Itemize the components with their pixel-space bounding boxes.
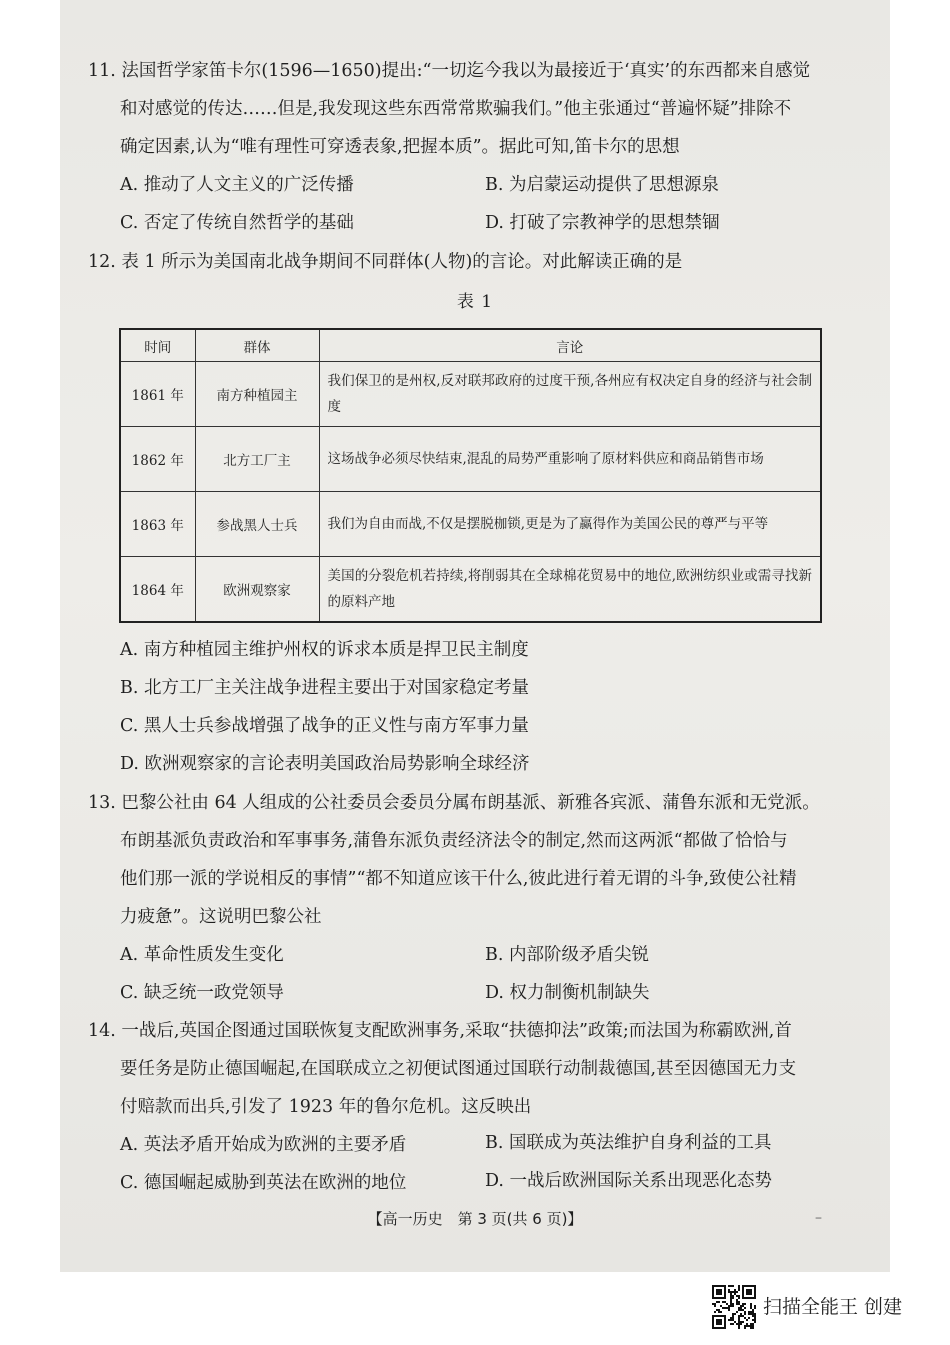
page-footer: 【高一历史 第 3 页(共 6 页)】: [367, 1210, 583, 1228]
q13-line-3: 他们那一派的学说相反的事情”“都不知道应该干什么,彼此进行着无谓的斗争,致使公社精: [120, 869, 797, 889]
row-time: 1863 年: [120, 492, 195, 557]
q11-option-a: A. 推动了人文主义的广泛传播: [120, 175, 354, 195]
row-group: 参战黑人士兵: [195, 492, 319, 557]
q14-line-2: 要任务是防止德国崛起,在国联成立之初便试图通过国联行动制裁德国,甚至因德国无力支: [120, 1059, 797, 1079]
row-time: 1862 年: [120, 427, 195, 492]
table-row: [120, 362, 821, 427]
row-time: 1861 年: [120, 362, 195, 427]
q11-line-1: 11. 法国哲学家笛卡尔(1596—1650)提出:“一切迄今我以为最接近于‘真实’的东西都来自感觉: [88, 61, 811, 81]
row-time: 1864 年: [120, 557, 195, 623]
table-row: [120, 427, 821, 492]
q12-option-d: D. 欧洲观察家的言论表明美国政治局势影响全球经济: [120, 754, 530, 774]
q13-line-2: 布朗基派负责政治和军事事务,蒲鲁东派负责经济法令的制定,然而这两派“都做了恰恰与: [120, 831, 788, 851]
q11-option-b: B. 为启蒙运动提供了思想源泉: [485, 175, 719, 195]
q14-option-a: A. 英法矛盾开始成为欧洲的主要矛盾: [120, 1135, 407, 1155]
row-speech: 我们为自由而战,不仅是摆脱枷锁,更是为了赢得作为美国公民的尊严与平等: [319, 492, 821, 557]
table-row: [120, 557, 821, 623]
q13-option-c: C. 缺乏统一政党领导: [120, 983, 284, 1003]
header-time: 时间: [120, 329, 195, 362]
q14-line-3: 付赔款而出兵,引发了 1923 年的鲁尔危机。这反映出: [120, 1097, 532, 1117]
qr-code-icon: [712, 1285, 756, 1329]
row-group: 欧洲观察家: [195, 557, 319, 623]
q11-option-c: C. 否定了传统自然哲学的基础: [120, 213, 354, 233]
q12-option-b: B. 北方工厂主关注战争进程主要出于对国家稳定考量: [120, 678, 529, 698]
row-speech: 美国的分裂危机若持续,将削弱其在全球棉花贸易中的地位,欧洲纺织业或需寻找新的原料产地: [319, 557, 821, 623]
q14-option-c: C. 德国崛起威胁到英法在欧洲的地位: [120, 1173, 407, 1193]
q11-line-3: 确定因素,认为“唯有理性可穿透表象,把握本质”。据此可知,笛卡尔的思想: [120, 137, 680, 157]
table-row: [120, 492, 821, 557]
q13-line-1: 13. 巴黎公社由 64 人组成的公社委员会委员分属布朗基派、新雅各宾派、蒲鲁东派和无党派。: [88, 793, 820, 813]
speech-table: [119, 328, 822, 623]
q11-line-2: 和对感觉的传达……但是,我发现这些东西常常欺骗我们。”他主张通过“普遍怀疑”排除不: [120, 99, 792, 119]
q13-line-4: 力疲惫”。这说明巴黎公社: [120, 907, 322, 927]
q12-option-c: C. 黑人士兵参战增强了战争的正义性与南方军事力量: [120, 716, 529, 736]
table-caption: 表 1: [456, 292, 494, 312]
table-header-row: [120, 329, 821, 362]
q14-option-d: D. 一战后欧洲国际关系出现恶化态势: [485, 1171, 773, 1191]
row-speech: 我们保卫的是州权,反对联邦政府的过度干预,各州应有权决定自身的经济与社会制度: [319, 362, 821, 427]
header-group: 群体: [195, 329, 319, 362]
row-group: 北方工厂主: [195, 427, 319, 492]
q11-option-d: D. 打破了宗教神学的思想禁锢: [485, 213, 720, 233]
row-group: 南方种植园主: [195, 362, 319, 427]
scanner-watermark: 扫描全能王 创建: [763, 1296, 903, 1318]
footer-dash: –: [815, 1210, 822, 1226]
header-speech: 言论: [319, 329, 821, 362]
row-speech: 这场战争必须尽快结束,混乱的局势严重影响了原材料供应和商品销售市场: [319, 427, 821, 492]
q13-option-d: D. 权力制衡机制缺失: [485, 983, 650, 1003]
q13-option-a: A. 革命性质发生变化: [120, 945, 284, 965]
q13-option-b: B. 内部阶级矛盾尖锐: [485, 945, 649, 965]
q14-line-1: 14. 一战后,英国企图通过国联恢复支配欧洲事务,采取“扶德抑法”政策;而法国为称霸欧洲,首: [88, 1021, 792, 1041]
q14-option-b: B. 国联成为英法维护自身利益的工具: [485, 1133, 772, 1153]
q12-option-a: A. 南方种植园主维护州权的诉求本质是捍卫民主制度: [120, 640, 529, 660]
q12-line-1: 12. 表 1 所示为美国南北战争期间不同群体(人物)的言论。对此解读正确的是: [88, 252, 683, 272]
